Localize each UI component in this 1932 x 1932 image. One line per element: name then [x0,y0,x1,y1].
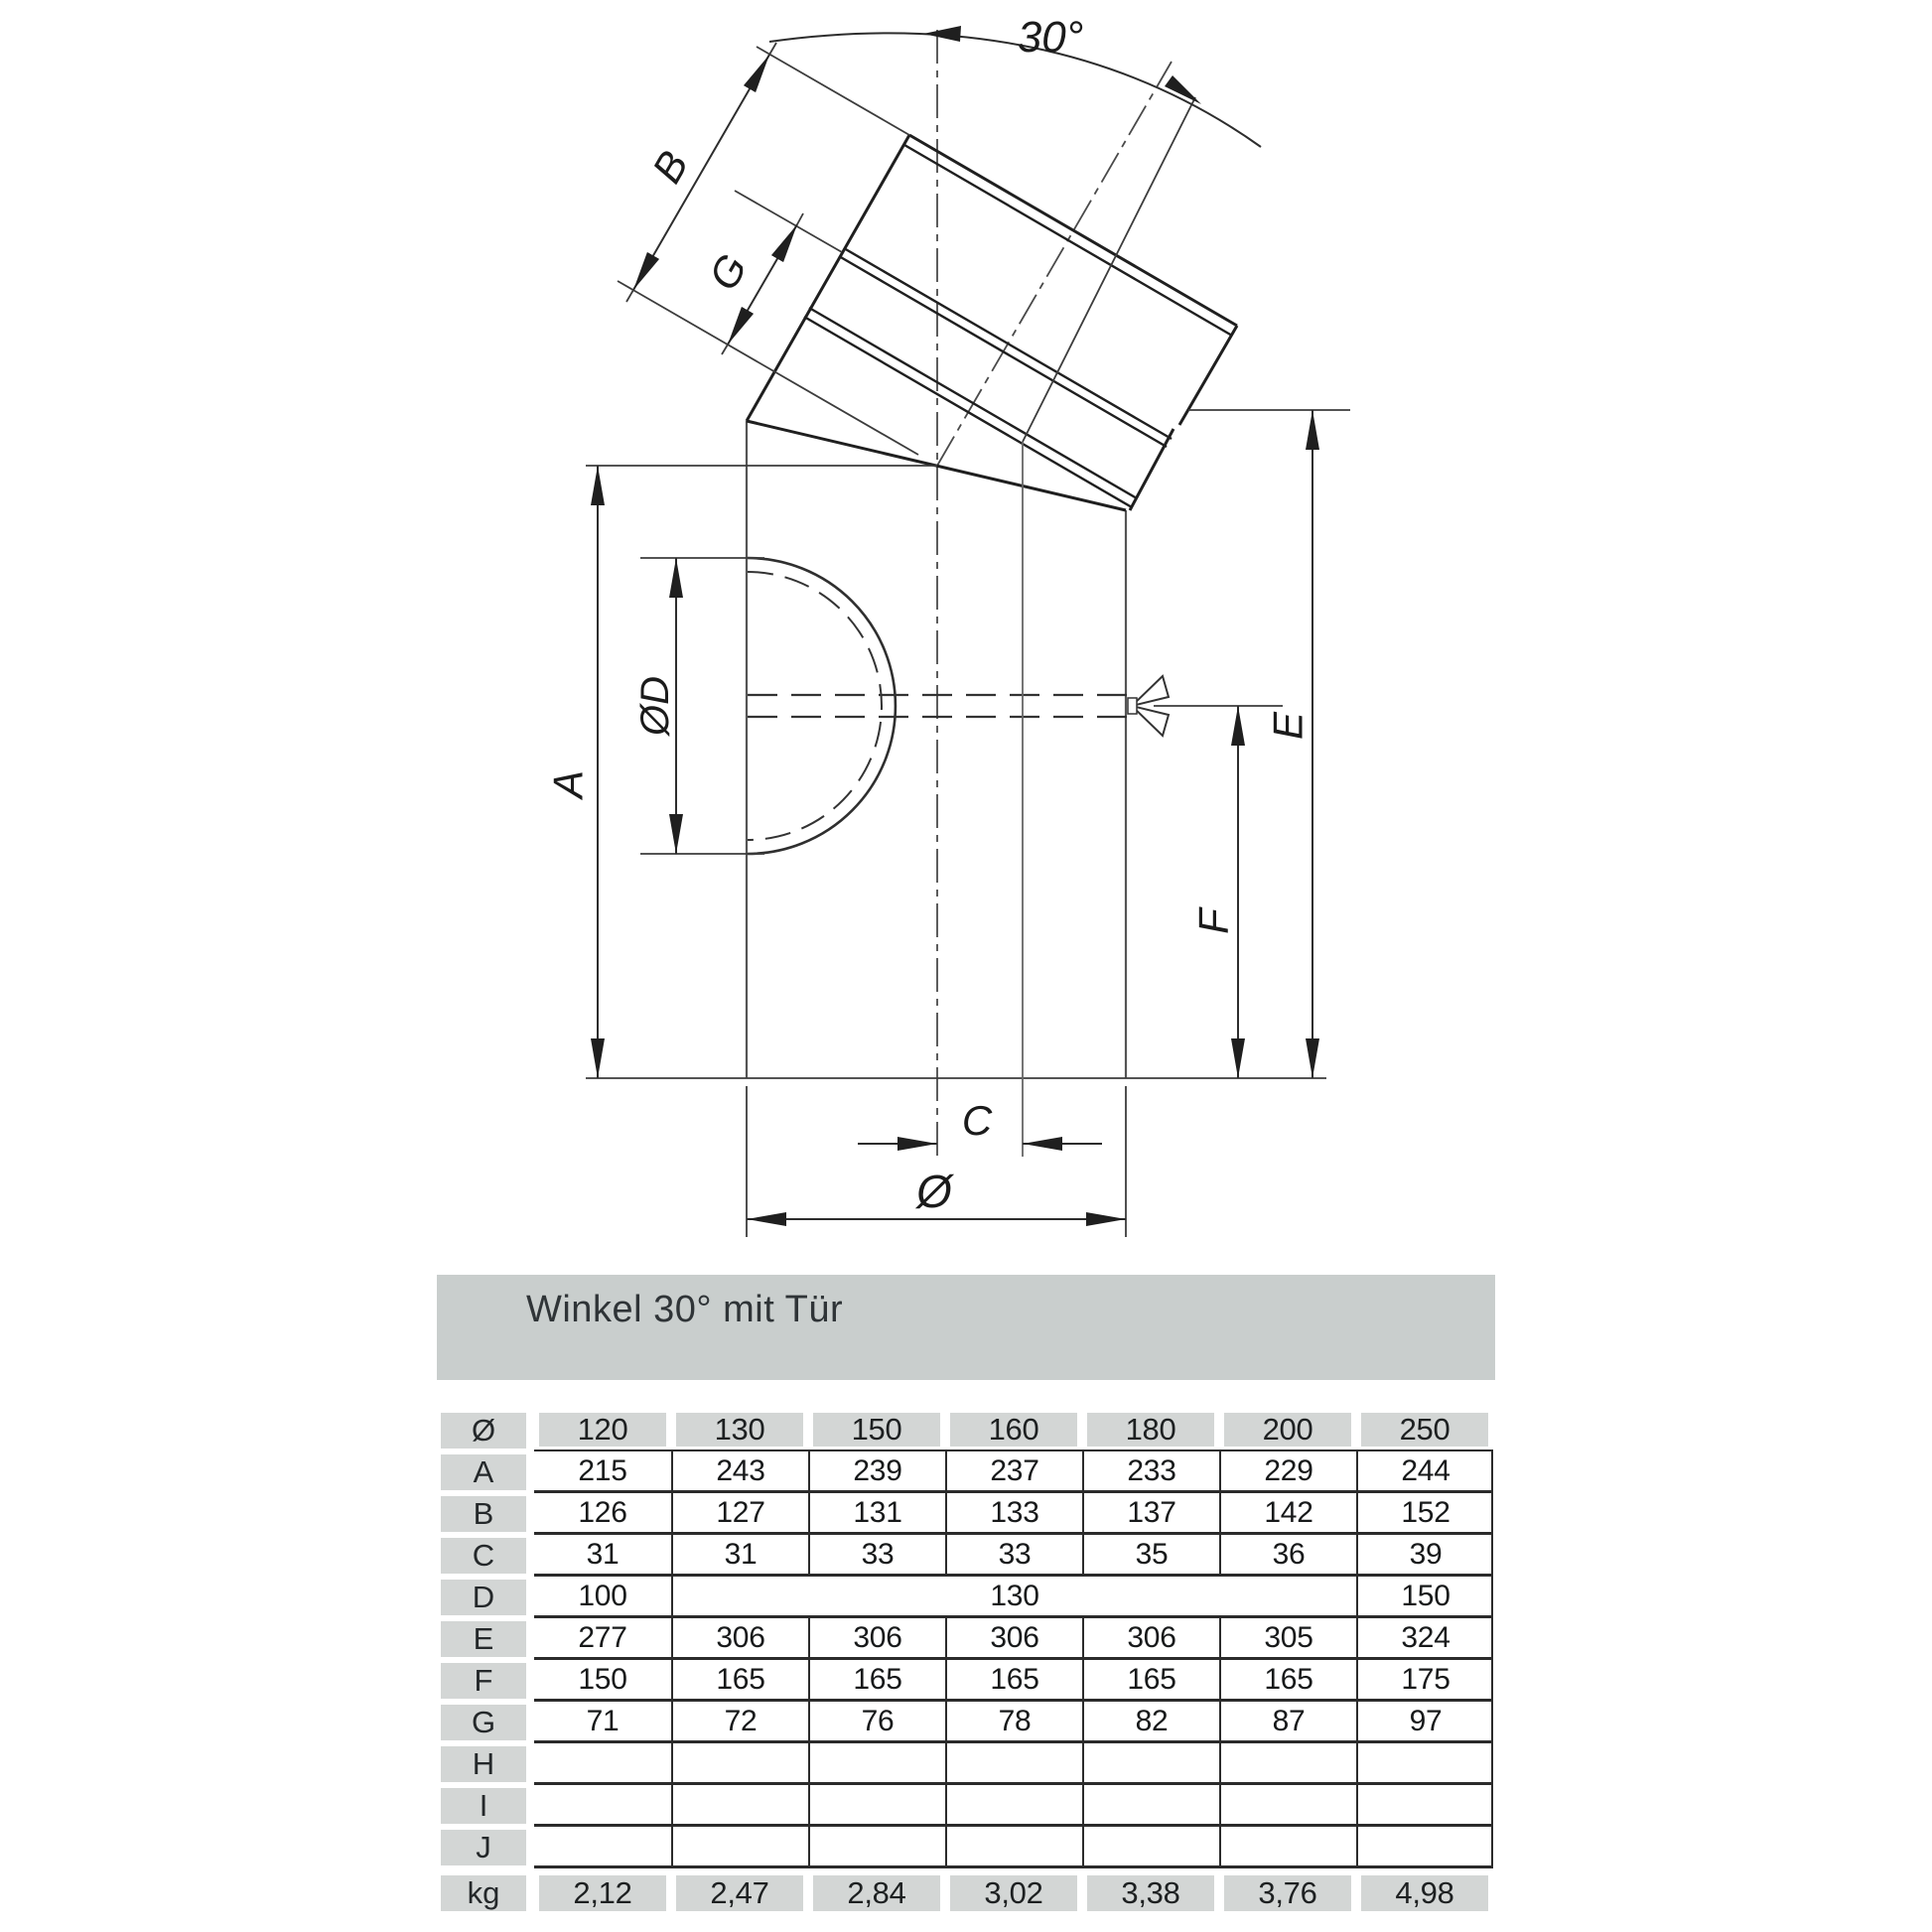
footer-cell [1219,1872,1356,1914]
data-cell: 233 [1082,1451,1219,1490]
footer-cell [808,1872,945,1914]
table-row [441,1535,1493,1577]
table-title-band [437,1275,1495,1380]
data-cell [1356,1785,1493,1824]
door-hinge-rod-dashed [748,695,1129,717]
data-cell: 100 [578,1579,627,1612]
column-gutter [526,1743,534,1785]
data-cell: 33 [945,1535,1082,1574]
angle-arc [769,33,1261,147]
label-OD: ØD [633,676,677,736]
column-gutter [526,1535,534,1577]
header-row-label: Ø [441,1413,526,1449]
data-cell [1219,1743,1356,1782]
data-cell [945,1743,1082,1782]
data-cell: 127 [671,1493,808,1532]
footer-cell [1356,1872,1493,1914]
table-row [441,1410,1493,1451]
data-strip [534,1618,1493,1660]
data-cell: 126 [578,1495,627,1529]
label-B: B [642,143,698,191]
data-strip [534,1493,1493,1535]
footer-cell-value: 3,76 [1224,1875,1351,1911]
data-cell: 31 [671,1535,808,1574]
header-cell-value: 160 [950,1413,1077,1447]
data-cell: 165 [945,1660,1082,1699]
data-cell: 277 [578,1620,627,1654]
extension-lines [586,43,1350,1237]
data-cell [945,1785,1082,1824]
data-cell: 165 [671,1660,808,1699]
data-cell: 130 [671,1577,1356,1615]
footer-cell-value: 3,02 [950,1875,1077,1911]
data-cell: 324 [1356,1618,1493,1657]
column-gutter [526,1410,534,1451]
header-cell [1082,1410,1219,1449]
data-cell: 36 [1219,1535,1356,1574]
table-row [441,1618,1493,1660]
column-gutter [526,1577,534,1618]
data-cell: 150 [1356,1577,1493,1615]
column-gutter [526,1451,534,1493]
row-label: A [441,1454,526,1490]
vertical-pipe [747,421,1126,1078]
data-cell [1082,1827,1219,1865]
header-cell [808,1410,945,1449]
row-label: E [441,1621,526,1657]
footer-cell-value: 3,38 [1087,1875,1214,1911]
label-diameter: Ø [916,1166,952,1217]
table-title: Winkel 30° mit Tür [526,1289,844,1330]
column-gutter [526,1702,534,1743]
table-row [441,1493,1493,1535]
header-cell-value: 130 [676,1413,803,1447]
label-G: G [699,246,757,298]
data-cell: 306 [671,1618,808,1657]
table-row [441,1660,1493,1702]
door-arc [748,558,896,854]
data-cell: 237 [945,1451,1082,1490]
header-cell-value: 250 [1361,1413,1488,1447]
data-cell: 133 [945,1493,1082,1532]
data-cell [808,1785,945,1824]
data-cell [1356,1827,1493,1865]
data-cell: 229 [1219,1451,1356,1490]
footer-cell [1082,1872,1219,1914]
header-cell-value: 150 [813,1413,940,1447]
row-label: I [441,1788,526,1824]
footer-cell-value: 2,47 [676,1875,803,1911]
header-cell-value: 120 [539,1413,666,1447]
footer-row-label: kg [441,1875,526,1911]
header-strip [534,1410,1493,1451]
footer-strip [534,1872,1493,1914]
table-row [441,1702,1493,1743]
footer-cell [945,1872,1082,1914]
data-cell: 131 [808,1493,945,1532]
data-cell: 150 [578,1662,627,1696]
data-cell [534,1827,671,1865]
header-cell-value: 180 [1087,1413,1214,1447]
data-cell: 239 [808,1451,945,1490]
data-cell: 87 [1219,1702,1356,1740]
data-cell: 305 [1219,1618,1356,1657]
footer-cell [534,1872,671,1914]
data-cell: 72 [671,1702,808,1740]
footer-cell-value: 2,12 [539,1875,666,1911]
column-gutter [526,1827,534,1868]
data-cell: 306 [1082,1618,1219,1657]
data-cell: 71 [586,1704,620,1737]
data-cell [1219,1827,1356,1865]
angled-pipe [747,135,1237,510]
data-strip [534,1577,1493,1618]
label-F: F [1189,908,1237,934]
data-cell [671,1743,808,1782]
data-cell [1356,1743,1493,1782]
column-gutter [526,1872,534,1914]
data-cell: 78 [945,1702,1082,1740]
data-cell: 97 [1356,1702,1493,1740]
label-angle: 30° [1017,13,1084,62]
row-label: B [441,1496,526,1532]
table-row [441,1451,1493,1493]
data-strip [534,1702,1493,1743]
data-cell: 165 [1219,1660,1356,1699]
data-cell [534,1743,671,1782]
data-cell: 165 [808,1660,945,1699]
data-strip [534,1785,1493,1827]
column-gutter [526,1493,534,1535]
footer-cell-value: 2,84 [813,1875,940,1911]
data-cell: 215 [578,1453,627,1487]
table-row [441,1872,1493,1914]
label-A: A [544,769,592,799]
data-cell: 165 [1082,1660,1219,1699]
row-label: F [441,1663,526,1699]
data-strip [534,1451,1493,1493]
data-cell [671,1785,808,1824]
table-row [441,1743,1493,1785]
data-cell: 82 [1082,1702,1219,1740]
data-strip [534,1535,1493,1577]
data-cell: 76 [808,1702,945,1740]
header-cell [1356,1410,1493,1449]
data-cell: 243 [671,1451,808,1490]
row-label: C [441,1538,526,1574]
data-cell [1219,1785,1356,1824]
data-cell [808,1743,945,1782]
data-cell [671,1827,808,1865]
data-cell [1082,1743,1219,1782]
angle-arc-arrow-left [923,26,961,42]
column-gutter [526,1660,534,1702]
row-label: J [441,1830,526,1865]
label-C: C [961,1097,993,1144]
table-row [441,1827,1493,1868]
data-cell: 39 [1356,1535,1493,1574]
table-row [441,1785,1493,1827]
header-cell [671,1410,808,1449]
data-cell [1082,1785,1219,1824]
data-cell: 35 [1082,1535,1219,1574]
data-strip [534,1743,1493,1785]
header-cell [1219,1410,1356,1449]
column-gutter [526,1618,534,1660]
row-label: G [441,1705,526,1740]
data-cell: 137 [1082,1493,1219,1532]
label-E: E [1264,711,1311,741]
header-cell [945,1410,1082,1449]
data-cell: 306 [808,1618,945,1657]
angled-centerline [937,62,1172,466]
data-cell: 31 [586,1537,620,1571]
data-cell: 175 [1356,1660,1493,1699]
header-cell-value: 200 [1224,1413,1351,1447]
data-cell: 306 [945,1618,1082,1657]
header-cell [534,1410,671,1449]
data-cell: 33 [808,1535,945,1574]
data-cell: 244 [1356,1451,1493,1490]
data-strip [534,1660,1493,1702]
row-label: D [441,1580,526,1615]
table-row [441,1577,1493,1618]
row-label: H [441,1746,526,1782]
footer-cell [671,1872,808,1914]
data-cell: 142 [1219,1493,1356,1532]
column-gutter [526,1785,534,1827]
data-cell [534,1785,671,1824]
spec-table [441,1410,1493,1914]
data-cell [808,1827,945,1865]
data-strip [534,1827,1493,1868]
footer-cell-value: 4,98 [1361,1875,1488,1911]
data-cell: 152 [1356,1493,1493,1532]
data-cell [945,1827,1082,1865]
dimension-lines [598,33,1312,1219]
